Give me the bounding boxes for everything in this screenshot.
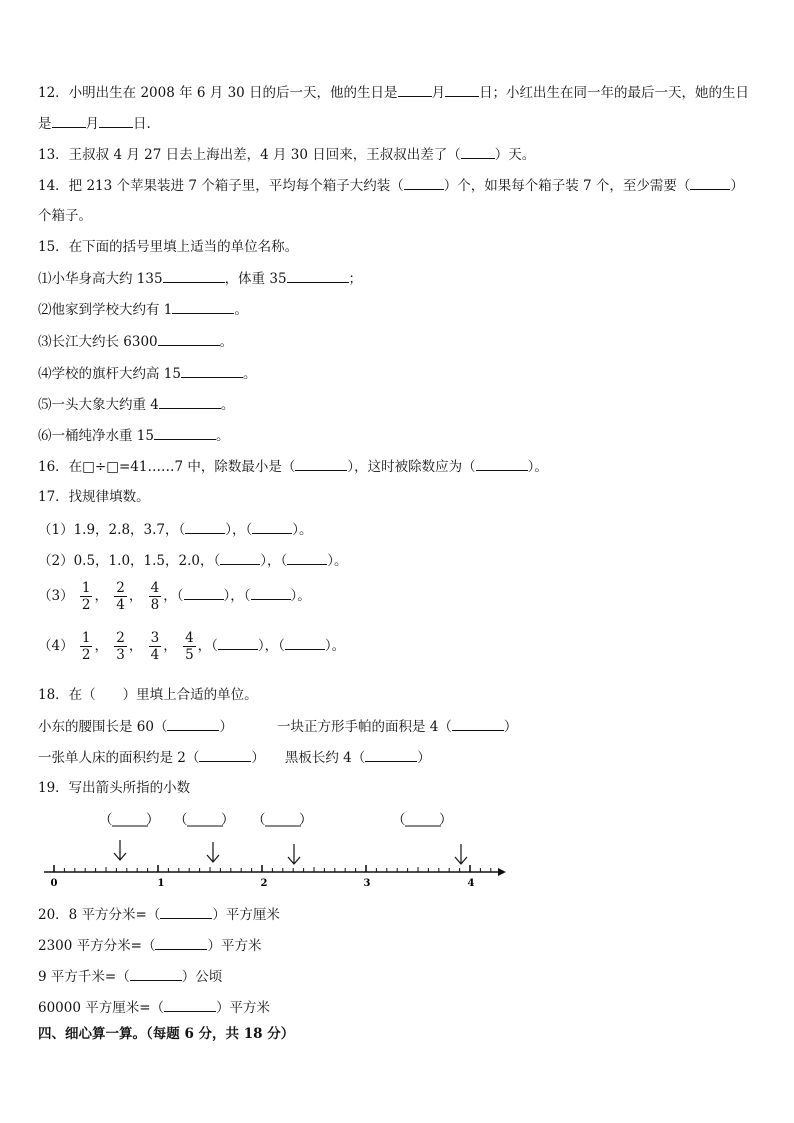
question-17-title: 17．找规律填数。: [38, 489, 150, 505]
fraction: $\frac{2}{4}$: [116, 580, 125, 613]
answer-blank[interactable]: [167, 716, 219, 731]
fraction: $\frac{3}{4}$: [150, 630, 160, 663]
fraction: $\frac{2}{3}$: [116, 630, 125, 663]
question-20-row-4: 60000 平方厘米=（ ）平方米: [38, 997, 270, 1018]
question-17-sequence-4: （4） $\frac{1}{2}$ ， $\frac{2}{3}$ ， $\frac{3}{4}$ ， $\frac{4}{5}$ ，（ ），（ ）。: [38, 630, 346, 663]
question-15-item-2: ⑵他家到学校大约有 1 。: [38, 299, 248, 320]
answer-blank[interactable]: [199, 747, 251, 762]
question-15-item-3: ⑶长江大约长 6300 。: [38, 331, 233, 352]
question-15-item-4: ⑷学校的旗杆大约高 15 。: [38, 363, 256, 384]
question-18-row-2: 一张单人床的面积约是 2（ ） 黑板长约 4（ ）: [38, 747, 431, 768]
question-15-item-1: ⑴小华身高大约 135 ，体重 35 ；: [38, 268, 362, 289]
answer-blank[interactable]: [452, 716, 504, 731]
number-line-ticks: [54, 865, 491, 872]
tick-label: 1: [157, 878, 165, 888]
answer-paren-close: ）: [221, 812, 235, 828]
question-17-sequence-1: （1）1.9，2.8，3.7，（ ），（ ）。: [38, 519, 313, 540]
arrow-down-icon: [288, 844, 300, 864]
question-15-title: 15．在下面的括号里填上适当的单位名称。: [38, 239, 299, 255]
answer-blank[interactable]: [163, 268, 225, 283]
question-12-line-2: 是 月 日.: [38, 113, 151, 134]
answer-blank[interactable]: [476, 456, 528, 471]
arrow-down-icon: [455, 844, 467, 864]
question-17-sequence-3: （3） $\frac{1}{2}$ ， $\frac{2}{4}$ ， $\frac{4}{8}$ ，（ ），（ ）。: [38, 580, 311, 613]
answer-paren-close: ）: [299, 812, 313, 828]
answer-blank[interactable]: [398, 82, 432, 97]
answer-blank[interactable]: [159, 394, 221, 409]
question-20-row-3: 9 平方千米=（ ）公顷: [38, 966, 222, 987]
section-4-heading: 四、细心算一算。（每题 6 分，共 18 分）: [38, 1026, 295, 1042]
answer-paren-close: ）: [146, 812, 160, 828]
tick-label: 4: [467, 878, 475, 888]
fraction: $\frac{1}{2}$: [81, 630, 91, 663]
question-19-title: 19．写出箭头所指的小数: [38, 780, 191, 796]
question-18-title: 18．在（ ）里填上合适的单位。: [38, 687, 258, 703]
question-14-line-2: 个箱子。: [38, 208, 92, 224]
answer-blank[interactable]: [365, 747, 417, 762]
question-17-sequence-2: （2）0.5，1.0，1.5，2.0，（ ），（ ）。: [38, 550, 347, 571]
tick-label: 2: [260, 878, 268, 888]
arrow-down-icon: [207, 842, 219, 862]
tick-label: 0: [50, 878, 58, 888]
answer-blank[interactable]: [155, 935, 207, 950]
answer-blank[interactable]: [287, 268, 349, 283]
answer-blank[interactable]: [130, 966, 182, 981]
fraction: $\frac{1}{2}$: [81, 580, 91, 613]
answer-blank[interactable]: [154, 425, 216, 440]
question-14-line-1: 14．把 213 个苹果装进 7 个箱子里，平均每个箱子大约装（ ）个，如果每个箱子装 7 个，至少需要（ ）: [38, 175, 744, 196]
answer-blank[interactable]: [99, 113, 133, 128]
answer-blank[interactable]: [252, 519, 292, 534]
number-line: [36, 808, 516, 888]
arrow-right-icon: [498, 868, 506, 876]
answer-blank[interactable]: [185, 519, 225, 534]
answer-blank[interactable]: [285, 635, 325, 650]
answer-blank[interactable]: [172, 299, 234, 314]
question-20-row-2: 2300 平方分米=（ ）平方米: [38, 935, 261, 956]
answer-paren-open: （: [392, 812, 406, 828]
question-20-row-1: 20．8 平方分米=（ ）平方厘米: [38, 904, 280, 925]
fraction: $\frac{4}{8}$: [150, 580, 160, 613]
answer-blank[interactable]: [164, 997, 216, 1012]
answer-blank[interactable]: [181, 363, 243, 378]
question-15-item-6: ⑹一桶纯净水重 15 。: [38, 425, 229, 446]
answer-blank[interactable]: [445, 82, 479, 97]
answer-paren-close: ）: [439, 812, 453, 828]
number-line-labels: [51, 878, 475, 888]
answer-blank[interactable]: [158, 331, 220, 346]
answer-blank[interactable]: [52, 113, 86, 128]
tick-label: 3: [363, 878, 371, 888]
answer-blank[interactable]: [220, 550, 260, 565]
question-13: 13．王叔叔 4 月 27 日去上海出差，4 月 30 日回来，王叔叔出差了（ ）天。: [38, 144, 535, 165]
answer-blank[interactable]: [218, 635, 258, 650]
answer-paren-open: （: [99, 812, 113, 828]
arrow-down-icon: [114, 840, 126, 860]
question-12-line-1: 12．小明出生在 2008 年 6 月 30 日的后一天，他的生日是 月 日；小红出生在同一年的最后一天，她的生日: [38, 82, 749, 103]
answer-blank[interactable]: [404, 175, 444, 190]
answer-blank[interactable]: [461, 144, 495, 159]
answer-paren-open: （: [252, 812, 266, 828]
question-16: 16．在□÷□=41……7 中，除数最小是（ ），这时被除数应为（ ）。: [38, 456, 548, 477]
fraction: $\frac{4}{5}$: [185, 630, 194, 663]
answer-blank[interactable]: [287, 550, 327, 565]
answer-blank[interactable]: [160, 904, 212, 919]
answer-blank[interactable]: [251, 585, 291, 600]
question-18-row-1: 小东的腰围长是 60（ ） 一块正方形手帕的面积是 4（ ）: [38, 716, 517, 737]
answer-paren-open: （: [174, 812, 188, 828]
answer-blank[interactable]: [690, 175, 730, 190]
answer-blank[interactable]: [184, 585, 224, 600]
question-15-item-5: ⑸一头大象大约重 4 。: [38, 394, 234, 415]
answer-blank[interactable]: [295, 456, 347, 471]
